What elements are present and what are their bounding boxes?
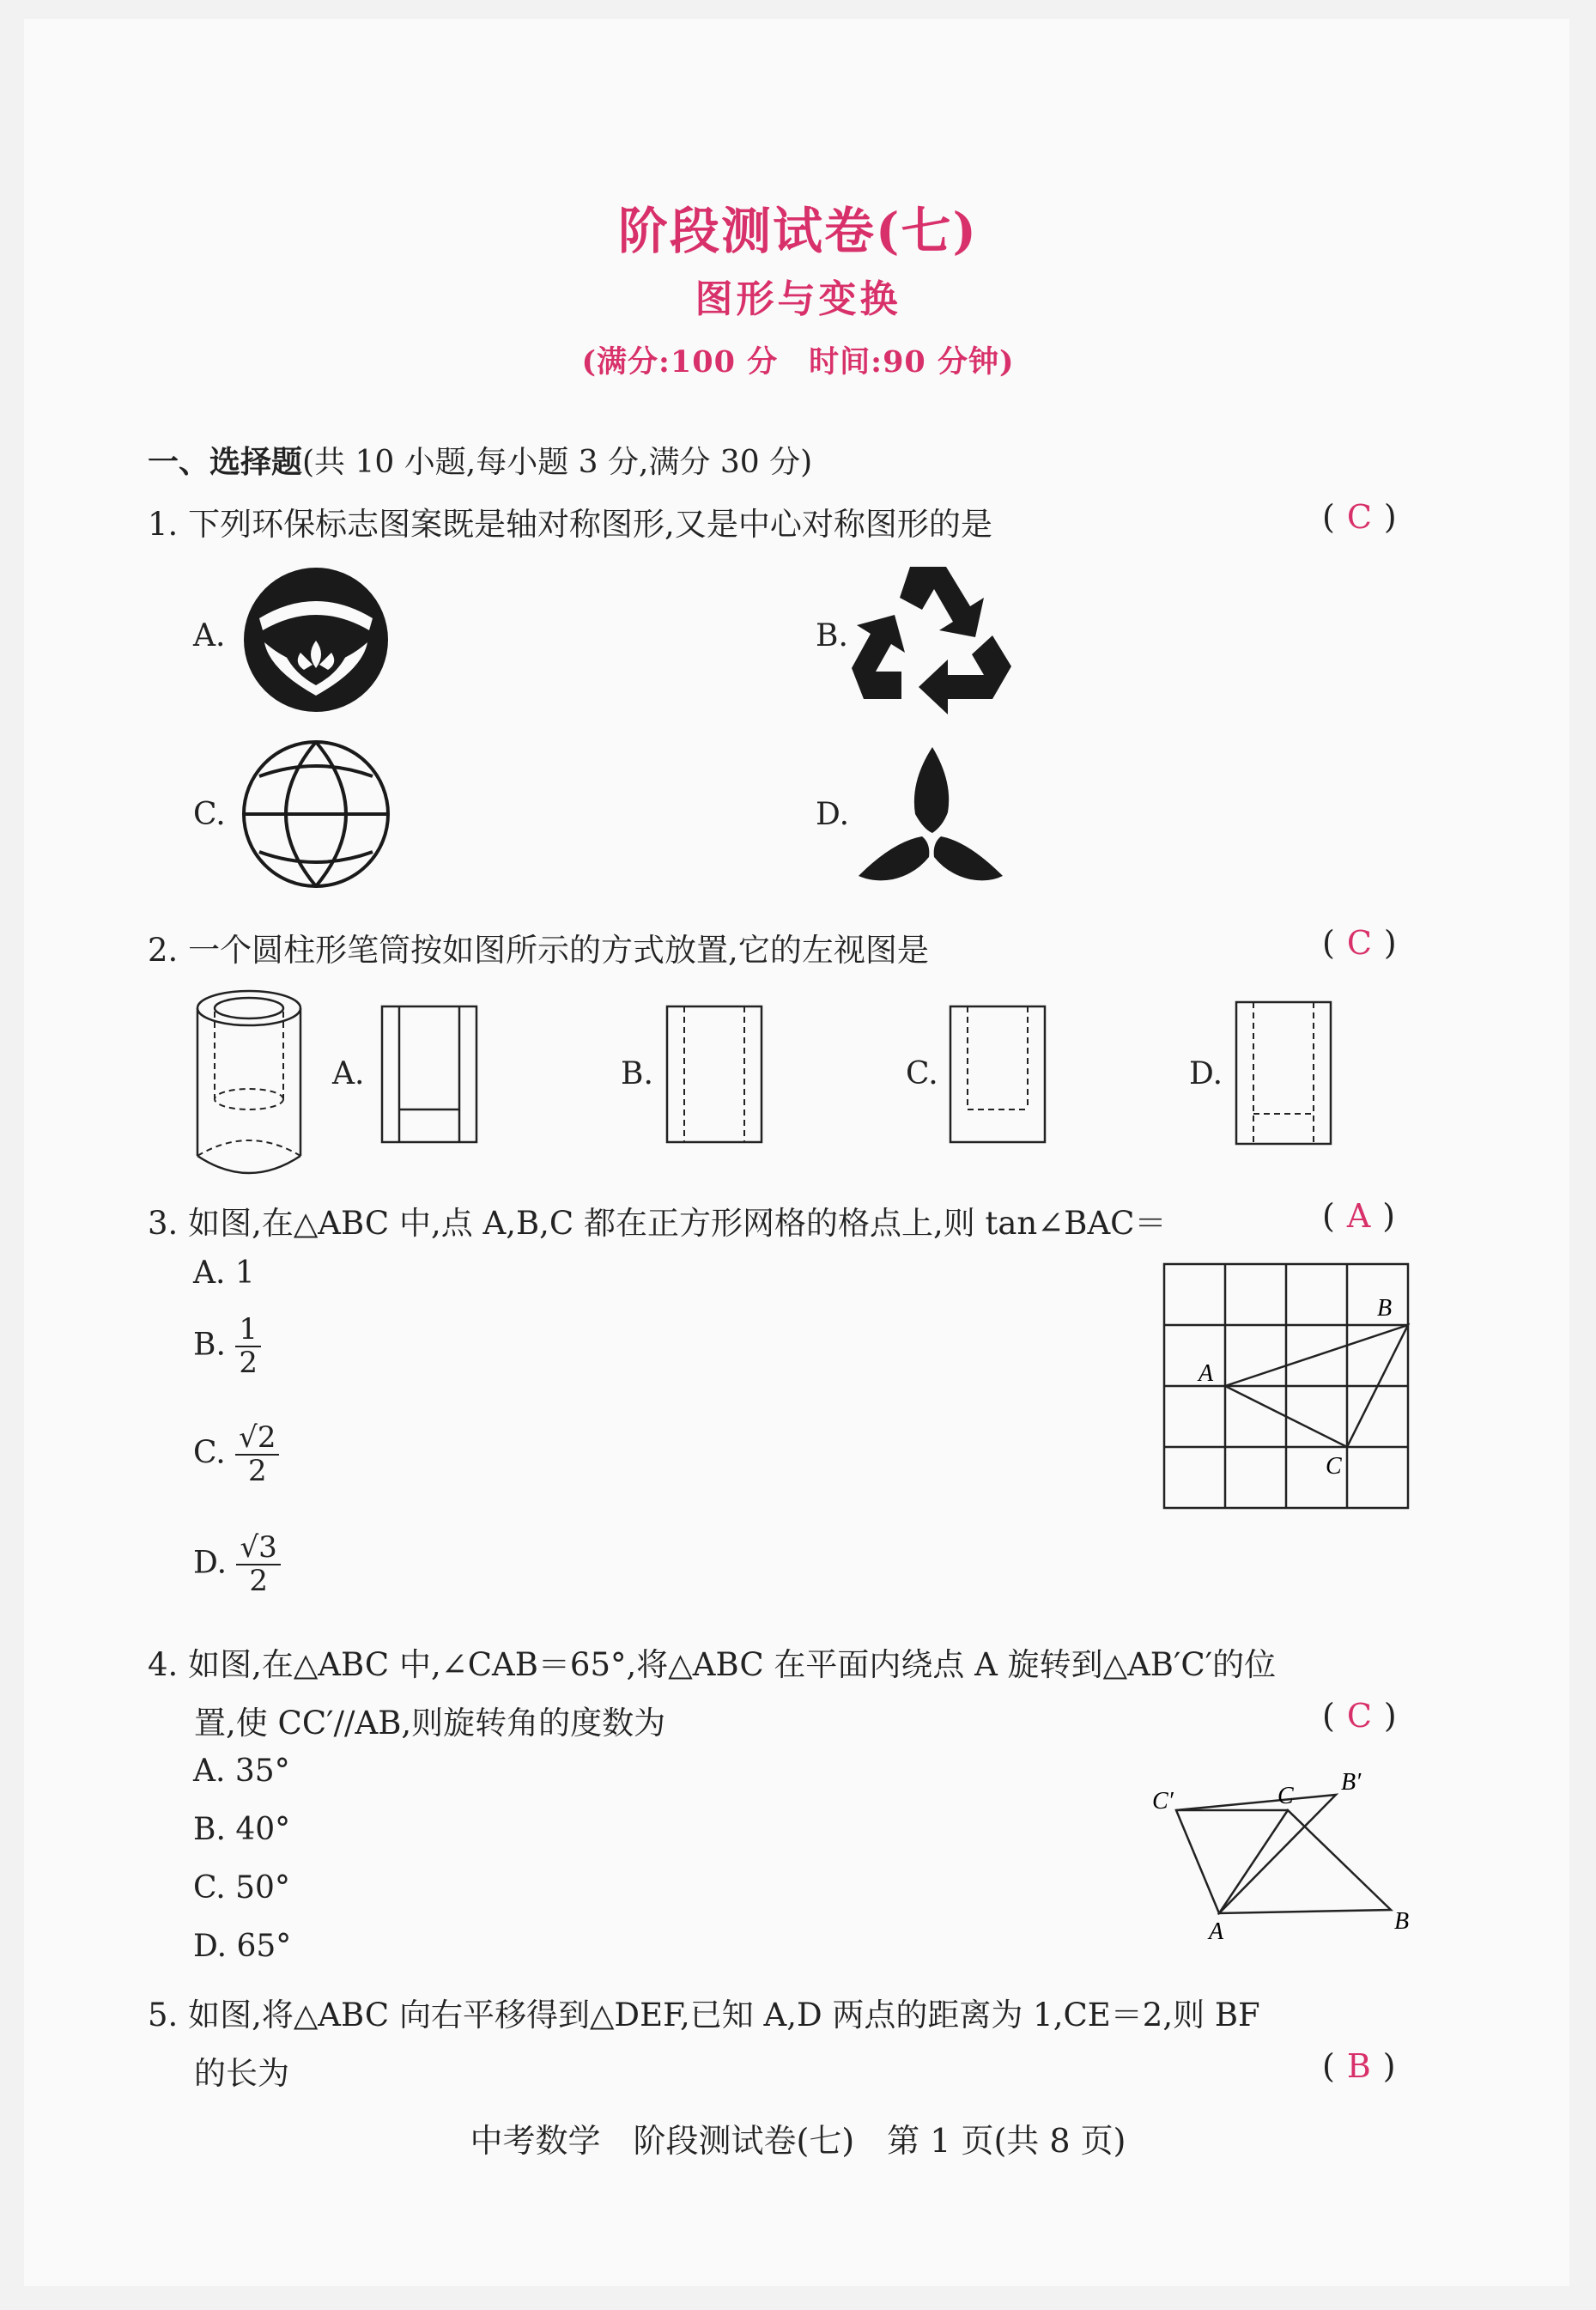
point-label-a: A (1209, 1918, 1224, 1945)
question-1-stem: 1. 下列环保标志图案既是轴对称图形,又是中心对称图形的是 (148, 506, 992, 543)
q2-option-d-view (1235, 1000, 1333, 1146)
question-1-answer: ( C ) (1322, 498, 1397, 536)
q3-option-b-label: B. (193, 1327, 226, 1363)
answer-letter: C (1346, 924, 1372, 962)
section-heading (148, 438, 812, 482)
q2-option-d-label: D. (1189, 1056, 1223, 1091)
q3-option-d-label: D. (193, 1545, 228, 1581)
q1-option-b-recycle-icon (850, 558, 1013, 713)
q4-option-b: B. 40° (193, 1812, 291, 1847)
q3-grid-figure (1162, 1262, 1411, 1511)
page-footer: 中考数学 阶段测试卷(七) 第 1 页(共 8 页) (470, 2122, 1126, 2160)
q2-option-b-label: B. (621, 1056, 653, 1091)
q2-option-c-view (949, 1005, 1047, 1144)
q3-option-b-fraction (235, 1314, 261, 1380)
q2-option-c-label: C. (906, 1056, 938, 1091)
q1-option-d-leaf-icon (859, 747, 1004, 893)
question-4-stem-line2: 置,使 CC′//AB,则旋转角的度数为 (194, 1705, 666, 1742)
q4-option-d: D. 65° (193, 1929, 292, 1964)
question-5-stem-line1: 5. 如图,将△ABC 向右平移得到△DEF,已知 A,D 两点的距离为 1,CE＝2,则 BF (148, 1997, 1260, 2033)
q2-option-a-view (380, 1005, 479, 1144)
q1-option-a-label: A. (193, 618, 226, 653)
answer-letter: B (1346, 2047, 1371, 2085)
q3-option-a: A. 1 (193, 1255, 255, 1291)
answer-letter: C (1346, 1697, 1372, 1735)
q3-option-c-label: C. (193, 1435, 226, 1471)
q3-option-c (193, 1422, 279, 1488)
fraction-numerator: 1 (235, 1314, 261, 1347)
fraction-numerator: √3 (236, 1532, 280, 1565)
q1-option-a-logo-icon (240, 567, 395, 713)
question-4-stem-line1: 4. 如图,在△ABC 中,∠CAB＝65°,将△ABC 在平面内绕点 A 旋转到△AB′C′的位 (148, 1646, 1277, 1683)
point-label-c-prime: C′ (1152, 1788, 1174, 1815)
question-4-answer: ( C ) (1322, 1697, 1397, 1735)
q4-option-c: C. 50° (193, 1870, 290, 1906)
q1-option-d-label: D. (816, 797, 850, 832)
q3-option-d-fraction (236, 1532, 280, 1598)
q1-option-c-globe-icon (239, 737, 393, 891)
q2-pen-holder-figure (193, 988, 305, 1178)
q3-option-b (193, 1314, 261, 1380)
question-3-answer: ( A ) (1322, 1197, 1396, 1235)
point-label-c: C (1277, 1783, 1294, 1809)
point-label-a: A (1199, 1360, 1214, 1387)
q1-option-b-label: B. (816, 618, 848, 653)
answer-letter: A (1346, 1197, 1371, 1235)
fraction-denominator: 2 (239, 1346, 258, 1381)
point-label-b: B (1377, 1295, 1393, 1322)
question-2-answer: ( C ) (1322, 924, 1397, 962)
fraction-numerator: √2 (235, 1422, 279, 1456)
page-subtitle: 图形与变换 (695, 277, 901, 321)
point-label-b-prime: B′ (1341, 1769, 1362, 1796)
point-label-c: C (1326, 1453, 1342, 1480)
score-info: (满分:100 分 时间:90 分钟) (581, 344, 1015, 380)
section-label: 一、选择题 (148, 445, 303, 480)
q2-option-a-label: A. (332, 1056, 365, 1091)
question-3-stem: 3. 如图,在△ABC 中,点 A,B,C 都在正方形网格的格点上,则 tan∠BAC＝ (148, 1205, 1167, 1242)
q3-option-c-fraction (235, 1422, 279, 1488)
point-label-b: B (1394, 1908, 1410, 1935)
section-note: (共 10 小题,每小题 3 分,满分 30 分) (302, 445, 813, 480)
q1-option-c-label: C. (193, 797, 226, 832)
question-5-stem-line2: 的长为 (194, 2055, 289, 2092)
page-title: 阶段测试卷(七) (618, 202, 978, 260)
q4-option-a: A. 35° (193, 1754, 290, 1789)
question-5-answer: ( B ) (1322, 2047, 1396, 2085)
q4-rotation-figure (1150, 1752, 1434, 1945)
fraction-denominator: 2 (249, 1564, 268, 1599)
answer-letter: C (1346, 498, 1372, 536)
fraction-denominator: 2 (248, 1454, 267, 1489)
q2-option-b-view (665, 1005, 764, 1144)
q3-option-d (193, 1532, 281, 1598)
question-2-stem: 2. 一个圆柱形笔筒按如图所示的方式放置,它的左视图是 (148, 932, 929, 969)
